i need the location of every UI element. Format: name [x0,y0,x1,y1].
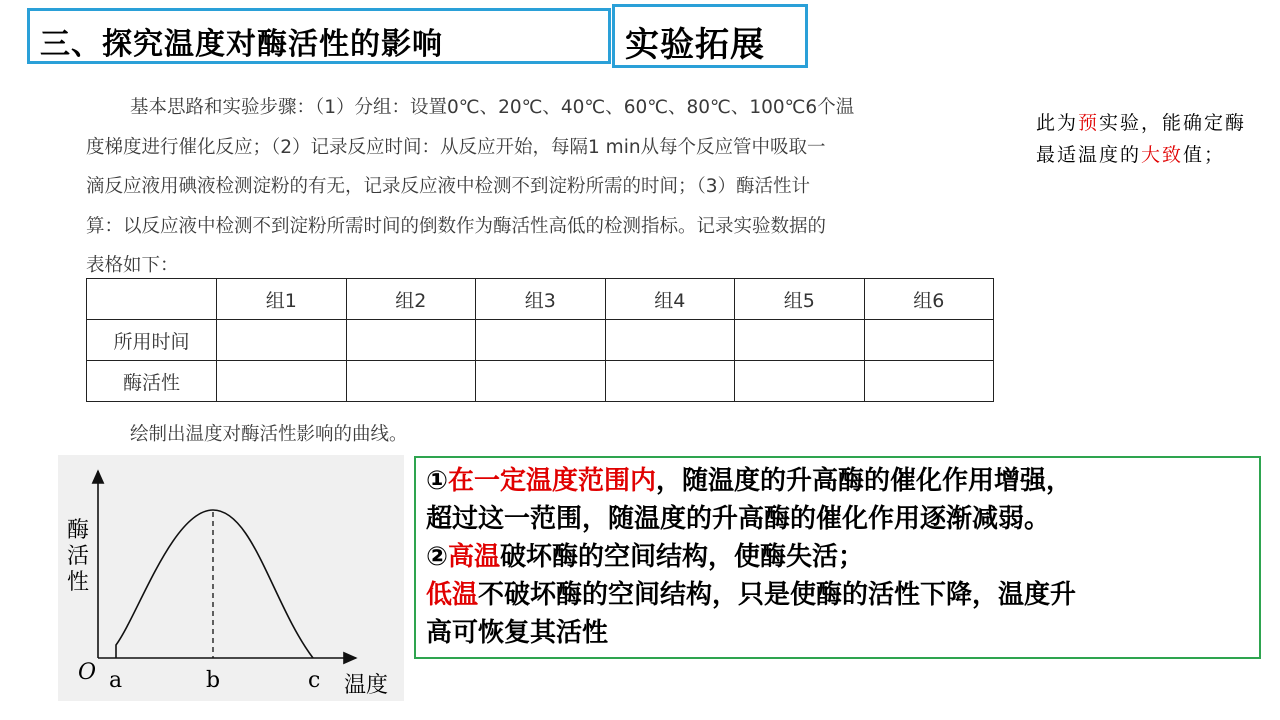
table-header-cell: 组3 [476,279,606,320]
table-cell [217,361,347,402]
conclusion-line-4 [426,576,1076,614]
table-cell [346,361,476,402]
experiment-extension-tag [612,4,808,68]
conclusion-text: ，随温度的升高酶的催化作用增强， [656,466,1073,496]
conclusion-marker-1: ① [426,466,449,496]
note-highlight-pre: 预 [1078,112,1100,134]
table-row [87,361,994,402]
table-header-cell: 组1 [217,279,347,320]
conclusion-line-5: 高可恢复其活性 [426,618,609,648]
tick-label-b: b [206,668,221,693]
tag-label: 实验拓展 [625,25,765,65]
table-cell [476,320,606,361]
note-text: 实验，能确定酶最适温度的 [1036,112,1247,166]
table-cell [476,361,606,402]
conclusion-box [414,456,1261,659]
table-header-cell: 组6 [864,279,994,320]
x-axis-label: 温度 [344,673,389,698]
table-cell [864,361,994,402]
table-cell [346,320,476,361]
table-cell [605,361,735,402]
row-label-time: 所用时间 [87,320,217,361]
conclusion-highlight-high-temp: 高温 [448,542,501,572]
para-line-2: 度梯度进行催化反应；（2）记录反应时间：从反应开始，每隔1 min从每个反应管中吸取一 [86,136,826,158]
row-label-activity: 酶活性 [87,361,217,402]
enzyme-activity-graph [58,455,404,701]
para-line-5: 表格如下： [86,255,179,276]
conclusion-marker-2: ② [426,542,449,572]
conclusion-text: 不破坏酶的空间结构，只是使酶的活性下降，温度升 [478,580,1077,610]
section-title: 三、探究温度对酶活性的影响 [40,27,443,62]
data-table [86,278,994,402]
conclusion-highlight-low-temp: 低温 [426,580,479,610]
side-note [1036,107,1256,171]
conclusion-line-3 [426,538,864,576]
graph-svg [58,455,404,701]
table-header-cell: 组2 [346,279,476,320]
note-highlight-approx: 大致 [1141,144,1184,166]
tick-label-c: c [308,668,321,693]
note-text: 此为 [1036,112,1079,134]
table-header-cell: 组4 [605,279,735,320]
table-cell [605,320,735,361]
conclusion-line-2: 超过这一范围，随温度的升高酶的催化作用逐渐减弱。 [426,504,1051,534]
table-cell [735,361,865,402]
table-cell [735,320,865,361]
section-title-box [27,8,611,64]
conclusion-highlight-range: 在一定温度范围内 [448,466,657,496]
table-header-cell [87,279,217,320]
table-cell [217,320,347,361]
y-axis-label: 酶活性 [67,518,90,595]
para-line-1: 基本思路和实验步骤：（1）分组：设置0℃、20℃、40℃、60℃、80℃、100℃6个温 [130,97,855,118]
curve-caption: 绘制出温度对酶活性影响的曲线。 [130,424,408,445]
conclusion-line-1 [426,462,1072,500]
origin-label: O [78,660,97,685]
table-row [87,320,994,361]
tick-label-a: a [109,668,123,693]
conclusion-text: 破坏酶的空间结构，使酶失活； [500,542,865,572]
table-cell [864,320,994,361]
para-line-4: 算：以反应液中检测不到淀粉所需时间的倒数作为酶活性高低的检测指标。记录实验数据的 [86,215,827,237]
activity-curve [116,510,313,658]
table-header-cell: 组5 [735,279,865,320]
para-line-3: 滴反应液用碘液检测淀粉的有无，记录反应液中检测不到淀粉所需的时间；（3）酶活性计 [86,176,811,197]
table-header-row [87,279,994,320]
method-paragraph [86,88,996,286]
note-text: 值； [1183,144,1226,166]
